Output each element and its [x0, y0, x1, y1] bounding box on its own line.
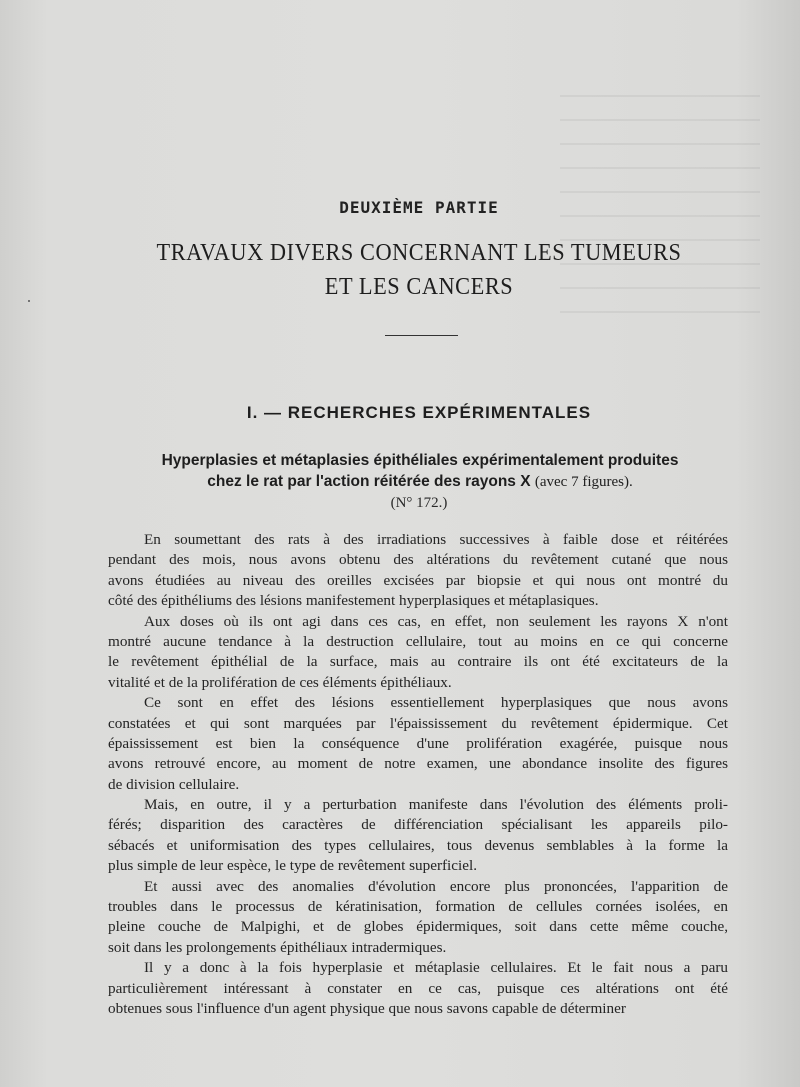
paragraph [108, 958, 728, 1019]
paragraph [108, 877, 728, 959]
part-label: DEUXIÈME PARTIE [339, 198, 499, 217]
text-line: Ce sont en effet des lésions essentiellement hyperplasiques que nous avons [144, 694, 728, 712]
text-line: Mais, en outre, il y a perturbation manifeste dans l'évolution des éléments proli- [144, 796, 728, 814]
show-through-text [560, 95, 760, 355]
text-line: Aux doses où ils ont agi dans ces cas, en effet, non seulement les rayons X n'ont [144, 612, 728, 630]
text-line: pleine couche de Malpighi, et de globes épidermiques, soit dans cette même couche, [108, 918, 728, 936]
article-title-line-2 [104, 471, 736, 493]
text-line: plus simple de leur espèce, le type de revêtement superficiel. [108, 857, 477, 875]
paragraph [108, 612, 728, 694]
text-line: avons retrouvé encore, au moment de notre examen, une abondance insolite des figures [108, 755, 728, 773]
reference-number: (N° 172.) [390, 495, 448, 511]
text-line: Il y a donc à la fois hyperplasie et métaplasie cellulaires. Et le fait nous a paru [144, 959, 728, 977]
main-title [29, 236, 800, 304]
text-line: montré aucune tendance à la destruction cellulaire, tout au moins en ce qui concerne [108, 632, 728, 650]
text-line: sébacés et uniformisation des types cellulaires, tous devenus semblables à la forme la [108, 836, 728, 854]
text-line: épaississement est bien la conséquence d'une prolifération exagérée, puisque nous [108, 734, 728, 752]
article-title [104, 450, 736, 493]
paragraph [108, 530, 728, 612]
text-line: côté des épithéliums des lésions manifestement hyperplasiques et métaplasiques. [108, 592, 599, 610]
text-line: férés; disparition des caractères de différenciation spécialisant les appareils pilo- [108, 816, 728, 834]
article-title-line-1: Hyperplasies et métaplasies épithéliales expérimentalement produites [161, 452, 679, 469]
text-line: pendant des mois, nous avons obtenu des altérations du revêtement cutané que nous [108, 551, 728, 569]
article-title-line-2-text: chez le rat par l'action réitérée des rayons X [207, 473, 531, 490]
text-line: avons étudiées au niveau des oreilles excisées par biopsie et qui nous ont montré du [108, 571, 728, 589]
text-line: En soumettant des rats à des irradiations successives à faible dose et réitérées [144, 531, 728, 548]
section-title: I. — RECHERCHES EXPÉRIMENTALES [246, 403, 592, 422]
text-line: particulièrement intéressant à constater en ce cas, puisque ces altérations ont été [108, 979, 728, 997]
text-line: constatées et qui sont marquées par l'épaississement du revêtement épidermique. Cet [108, 714, 728, 732]
text-line: le revêtement épithélial de la surface, mais au contraire ils ont été excitateurs de la [108, 653, 728, 671]
body-text [108, 530, 728, 1019]
paragraph [108, 795, 728, 877]
text-line: obtenues sous l'influence d'un agent physique que nous savons capable de déterminer [108, 999, 626, 1017]
text-line: vitalité et de la prolifération de ces éléments épithéliaux. [108, 673, 452, 691]
text-line: troubles dans le processus de kératinisation, formation de cellules cornées isolées, en [108, 898, 728, 916]
text-line: Et aussi avec des anomalies d'évolution encore plus prononcées, l'apparition de [144, 877, 728, 895]
figure-note: (avec 7 figures). [534, 474, 633, 490]
title-divider [385, 335, 458, 336]
main-title-line-2: ET LES CANCERS [324, 274, 514, 300]
paragraph [108, 693, 728, 795]
text-line: soit dans les prolongements épithéliaux intradermiques. [108, 938, 447, 956]
main-title-line-1: TRAVAUX DIVERS CONCERNANT LES TUMEURS [156, 240, 682, 266]
text-line: de division cellulaire. [108, 775, 240, 793]
